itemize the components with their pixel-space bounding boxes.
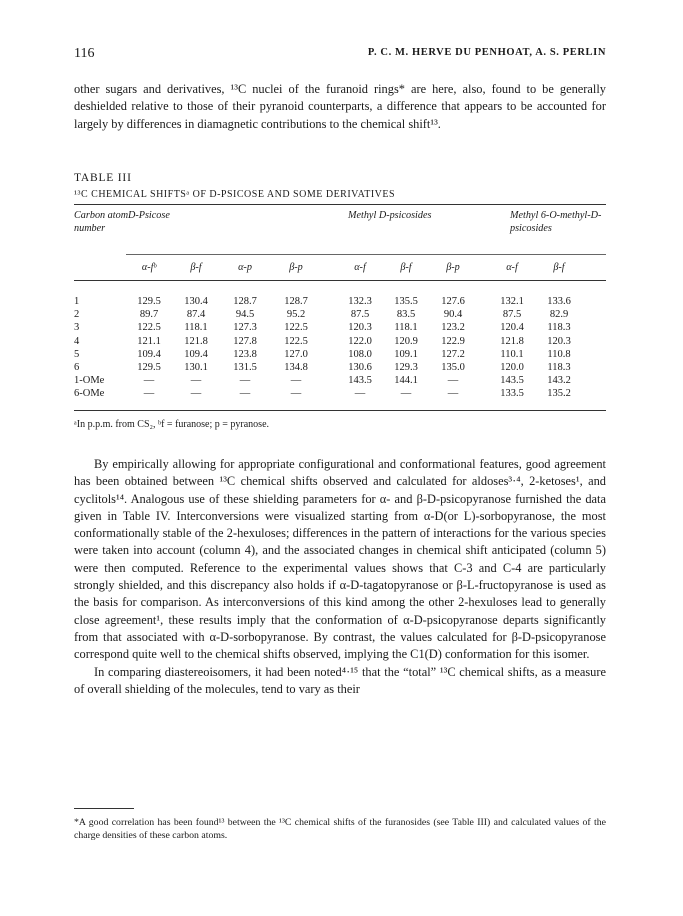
- table-cell: —: [239, 375, 251, 387]
- header-methyl-psicosides: Methyl D-psicosides: [348, 210, 432, 221]
- page-number: 116: [74, 46, 95, 61]
- row-label: 3: [74, 322, 80, 334]
- header-methyl-methyl-psicosides: Methyl 6-O-methyl-D-psicosides: [510, 210, 602, 234]
- subheader: β-p: [289, 262, 303, 273]
- row-label: 6-OMe: [74, 388, 105, 400]
- table-label: TABLE III: [74, 172, 132, 184]
- table-caption: ¹³C CHEMICAL SHIFTSᵃ OF D-PSICOSE AND SOME DERIVATIVES: [74, 189, 396, 200]
- table-cell: 87.4: [186, 309, 206, 321]
- paragraph-1-text: By empirically allowing for appropriate configurational and conformational features, good agreement has been obtained between ¹³C chemical shifts observed and calculated for aldoses³·⁴, 2-ketoses¹, and cyclitols¹⁴. Analogous use of these shielding parameters for α- and β-D-psicopyranose furnished the data given in Table IV. Interconversions were visualized starting from α-D(or L)-sorbopyranose, the most conformationally stable of the 2-hexuloses; differences in the pattern of interactions for the various species were taken into account (column 4), and the associated changes in chemical shift anticipated (column 5) were then computed. Reference to the experimental values shows that C-3 and C-4 are particularly strongly shielded, and this discrepancy also holds if α-D-tagatopyranose or β-L-fructopyranose is used as the basis for comparison. As interconversions of this kind among the other 2-hexuloses lead to generally close agreement¹, these results imply that the conformation of α-D-psicopyranose departs significantly from that associated with α-D-sorbopyranose. By contrast, the values calculated for β-D-psicopyranose correspond quite well to the chemical shifts observed, implying the C1(D) conformation for this isomer.: [74, 457, 606, 662]
- table-cell: 143.2: [547, 375, 571, 387]
- subheader: α-p: [238, 262, 252, 273]
- table-cell: 129.3: [394, 362, 418, 373]
- table-cell: 118.1: [184, 322, 208, 334]
- table-cell: 89.7: [139, 309, 159, 321]
- header-psicose: D-Psicose: [128, 210, 170, 221]
- table-cell: 123.8: [233, 348, 257, 360]
- table-cell: —: [239, 388, 251, 400]
- table-cell: 143.5: [348, 375, 372, 387]
- paragraph-2-text: In comparing diastereoisomers, it had been noted⁴·¹⁵ that the “total” ¹³C chemical shifts, as a measure of overall shielding of the molecules, tend to vary as their: [74, 664, 606, 696]
- row-label: 5: [74, 348, 80, 360]
- table-cell: —: [143, 388, 155, 400]
- table-cell: —: [354, 388, 366, 400]
- table-bottom-rule: [74, 410, 606, 411]
- subheader: β-p: [446, 262, 460, 273]
- row-label: 6: [74, 362, 80, 373]
- table-footnote: ᵃIn p.p.m. from CS₂, ᵇf = furanose; p = pyranose.: [74, 419, 270, 430]
- table-cell: 120.3: [547, 335, 571, 347]
- row-label: 1-OMe: [74, 375, 105, 387]
- subheader-rule: [126, 254, 606, 255]
- table-cell: —: [400, 388, 412, 400]
- table-cell: 127.3: [233, 322, 257, 334]
- table-cell: 127.0: [284, 348, 308, 360]
- table-cell: 129.5: [137, 296, 161, 307]
- table-cell: 90.4: [443, 309, 463, 321]
- table-cell: 110.1: [500, 348, 524, 360]
- table-cell: 120.0: [500, 362, 524, 373]
- table-cell: 122.5: [284, 335, 308, 347]
- table-cell: 118.3: [547, 322, 571, 334]
- table-cell: —: [143, 375, 155, 387]
- table-cell: 143.5: [500, 375, 524, 387]
- body-paragraph-1: [74, 456, 606, 698]
- table-cell: —: [447, 388, 459, 400]
- table-cell: 120.9: [394, 335, 418, 347]
- body-paragraph-2: [74, 664, 606, 699]
- row-label: 1: [74, 296, 80, 307]
- table-cell: —: [190, 375, 202, 387]
- header-bottom-rule: [74, 280, 606, 281]
- table-cell: 131.5: [233, 362, 257, 373]
- table-cell: 110.8: [547, 348, 571, 360]
- table-cell: 87.5: [350, 309, 370, 321]
- table-cell: 132.1: [500, 296, 524, 307]
- data-table: [74, 210, 606, 410]
- table-cell: 130.4: [184, 296, 208, 307]
- table-cell: 135.0: [441, 362, 465, 373]
- table-cell: 133.6: [547, 296, 571, 307]
- table-cell: 120.3: [348, 322, 372, 334]
- table-cell: 122.5: [137, 322, 161, 334]
- table-cell: 135.2: [547, 388, 571, 400]
- table-top-rule: [74, 204, 606, 205]
- table-cell: 120.4: [500, 322, 524, 334]
- table-cell: 95.2: [286, 309, 306, 321]
- table-cell: 144.1: [394, 375, 418, 387]
- table-cell: 122.5: [284, 322, 308, 334]
- table-cell: 94.5: [235, 309, 255, 321]
- table-cell: 127.2: [441, 348, 465, 360]
- table-cell: 122.9: [441, 335, 465, 347]
- table-cell: 109.1: [394, 348, 418, 360]
- subheader: β-f: [400, 262, 412, 273]
- table-cell: 121.1: [137, 335, 161, 347]
- page-footnote: *A good correlation has been found¹³ between the ¹³C chemical shifts of the furanosides (see Table III) and calculated values of the charge densities of these carbon atoms.: [74, 817, 606, 841]
- subheader: α-f: [354, 262, 366, 273]
- subheader: β-f: [190, 262, 202, 273]
- table-cell: 134.8: [284, 362, 308, 373]
- table-cell: 130.1: [184, 362, 208, 373]
- header-carbon: Carbon atom number: [74, 210, 129, 234]
- running-head: [74, 46, 606, 62]
- table-cell: 108.0: [348, 348, 372, 360]
- table-cell: 133.5: [500, 388, 524, 400]
- table-cell: 129.5: [137, 362, 161, 373]
- table-cell: 118.1: [394, 322, 418, 334]
- table-cell: 123.2: [441, 322, 465, 334]
- running-title: P. C. M. HERVE DU PENHOAT, A. S. PERLIN: [367, 47, 606, 58]
- table-cell: 135.5: [394, 296, 418, 307]
- table-cell: 122.0: [348, 335, 372, 347]
- row-label: 2: [74, 309, 80, 321]
- table-cell: —: [290, 375, 302, 387]
- table-cell: —: [447, 375, 459, 387]
- table-cell: 132.3: [348, 296, 372, 307]
- table-cell: 128.7: [284, 296, 308, 307]
- table-cell: —: [190, 388, 202, 400]
- table-cell: 82.9: [549, 309, 569, 321]
- table-cell: 121.8: [184, 335, 208, 347]
- table-cell: 130.6: [348, 362, 372, 373]
- table-cell: —: [290, 388, 302, 400]
- table-cell: 127.8: [233, 335, 257, 347]
- subheader: α-f: [506, 262, 518, 273]
- row-label: 4: [74, 335, 80, 347]
- footnote-rule: [74, 808, 134, 809]
- table-cell: 121.8: [500, 335, 524, 347]
- table-cell: 87.5: [502, 309, 522, 321]
- table-cell: 127.6: [441, 296, 465, 307]
- table-cell: 128.7: [233, 296, 257, 307]
- table-cell: 109.4: [184, 348, 208, 360]
- subheader: α-fᵇ: [141, 262, 157, 273]
- intro-paragraph: other sugars and derivatives, ¹³C nuclei of the furanoid rings* are here, also, found to be generally deshielded relative to those of their pyranoid counterparts, a difference that appears to be accounted for largely by differences in diamagnetic contributions to the chemical shift¹³.: [74, 82, 606, 131]
- table-cell: 109.4: [137, 348, 161, 360]
- table-cell: 118.3: [547, 362, 571, 373]
- subheader: β-f: [553, 262, 565, 273]
- table-cell: 83.5: [396, 309, 416, 321]
